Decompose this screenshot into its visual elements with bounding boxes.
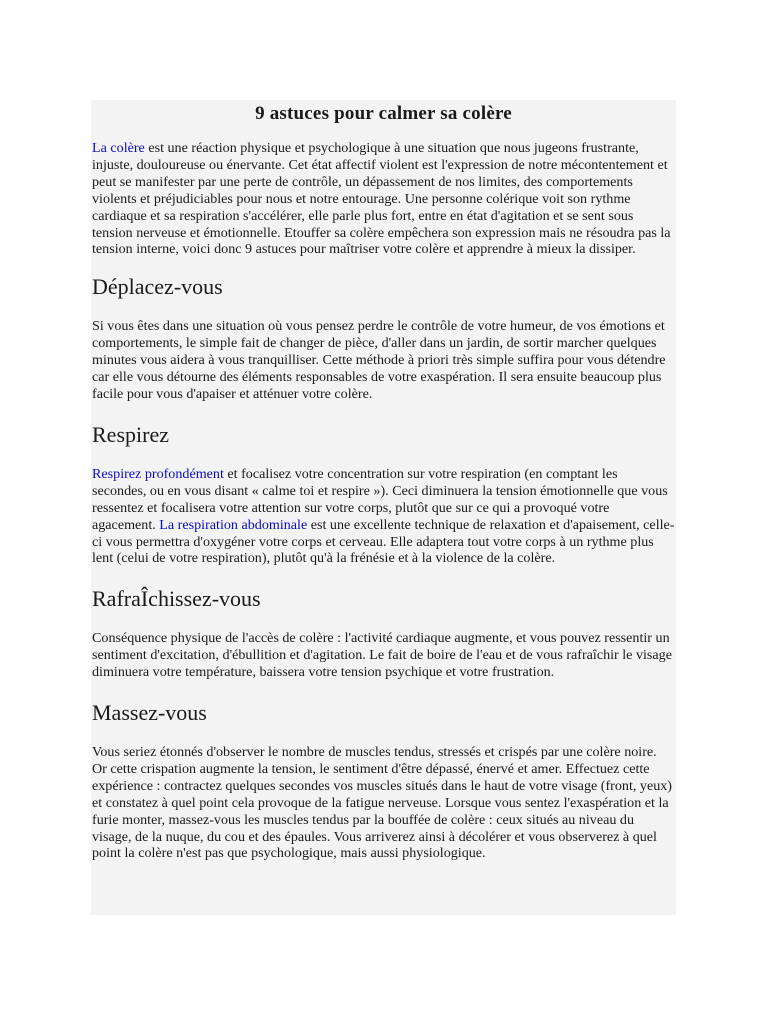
document-title: 9 astuces pour calmer sa colère	[255, 103, 512, 124]
respirez-text-1: et focalisez votre concentration sur votre respiration (en comptant les secondes, ou en vous disant « calme toi et respire »). Ceci diminuera la tension émotionnelle que vous ressentez et focalisera votre attention sur votre corps, plutôt que sur ce qui a provoqué votre agacement.	[92, 465, 668, 533]
paragraph-massez-vous: Vous seriez étonnés d'observer le nombre de muscles tendus, stressés et crispés par une colère noire. Or cette crispation augmente la tension, le sentiment d'être dépassé, énervé et amer. Effectuez cette expérience : contractez quelques secondes vos muscles situés dans le haut de votre visage (front, yeux) et constatez à quel point cela provoque de la fatigue nerveuse. Lorsque vous sentez l'exaspération et la furie monter, massez-vous les muscles tendus par la bouffée de colère : ceux situés au niveau du visage, de la nuque, du cou et des épaules. Vous arriverez ainsi à décolérer et vous observerez à quel point la colère n'est pas que psychologique, mais aussi physiologique.	[92, 744, 672, 862]
heading-massez-vous: Massez-vous	[92, 700, 207, 726]
paragraph-deplacez-vous: Si vous êtes dans une situation où vous pensez perdre le contrôle de votre humeur, de vos émotions et comportements, le simple fait de changer de pièce, d'aller dans un jardin, de sortir marcher quelques minutes vous aidera à vous tranquilliser. Cette méthode à priori très simple suffira pour vous détendre car elle vous détourne des éléments responsables de votre exaspération. Il sera ensuite beaucoup plus facile pour vous d'apaiser et atténuer votre colère.	[92, 318, 666, 402]
heading-respirez: Respirez	[92, 421, 169, 447]
intro-text: est une réaction physique et psychologique à une situation que nous jugeons frustrante, injuste, douloureuse ou énervante. Cet état affectif violent est l'expression de notre mécontentement et peut se manifester par une perte de contrôle, un dépassement de nos limites, des comportements violents et préjudiciables pour nous et notre entourage. Une personne colérique voit son rythme cardiaque et sa respiration s'accélérer, elle parle plus fort, entre en état d'agitation et se sent sous tension nerveuse et émotionnelle. Etouffer sa colère empêchera son expression mais ne résoudra pas la tension interne, voici donc 9 astuces pour maîtriser votre colère et apprendre à mieux la dissiper.	[92, 140, 671, 258]
respiration-abdominale-link[interactable]: La respiration abdominale	[159, 516, 308, 533]
heading-deplacez-vous: Déplacez-vous	[92, 274, 223, 300]
respirez-text-2: est une excellente technique de relaxation et d'apaisement, celle-ci vous permettra d'oxygéner votre corps et cerveau. Elle adaptera tout votre corps à un rythme plus lent (celui de votre respiration), plutôt qu'à la frénésie et à la violence de la colère.	[92, 516, 675, 567]
la-colere-link[interactable]: La colère	[92, 140, 145, 156]
paragraph-respirez	[92, 466, 675, 567]
intro-paragraph	[92, 140, 675, 258]
paragraph-rafraichissez-vous: Conséquence physique de l'accès de colère : l'activité cardiaque augmente, et vous pouvez ressentir un sentiment d'excitation, d'ébullition et d'agitation. Le fait de boire de l'eau et de vous rafraîchir le visage diminuera votre température, baissera votre tension psychique et votre frustration.	[92, 630, 672, 681]
respirez-profondement-link[interactable]: Respirez profondément	[92, 465, 224, 482]
heading-rafraichissez-vous: RafraÎchissez-vous	[92, 586, 261, 612]
document-content	[91, 100, 676, 915]
